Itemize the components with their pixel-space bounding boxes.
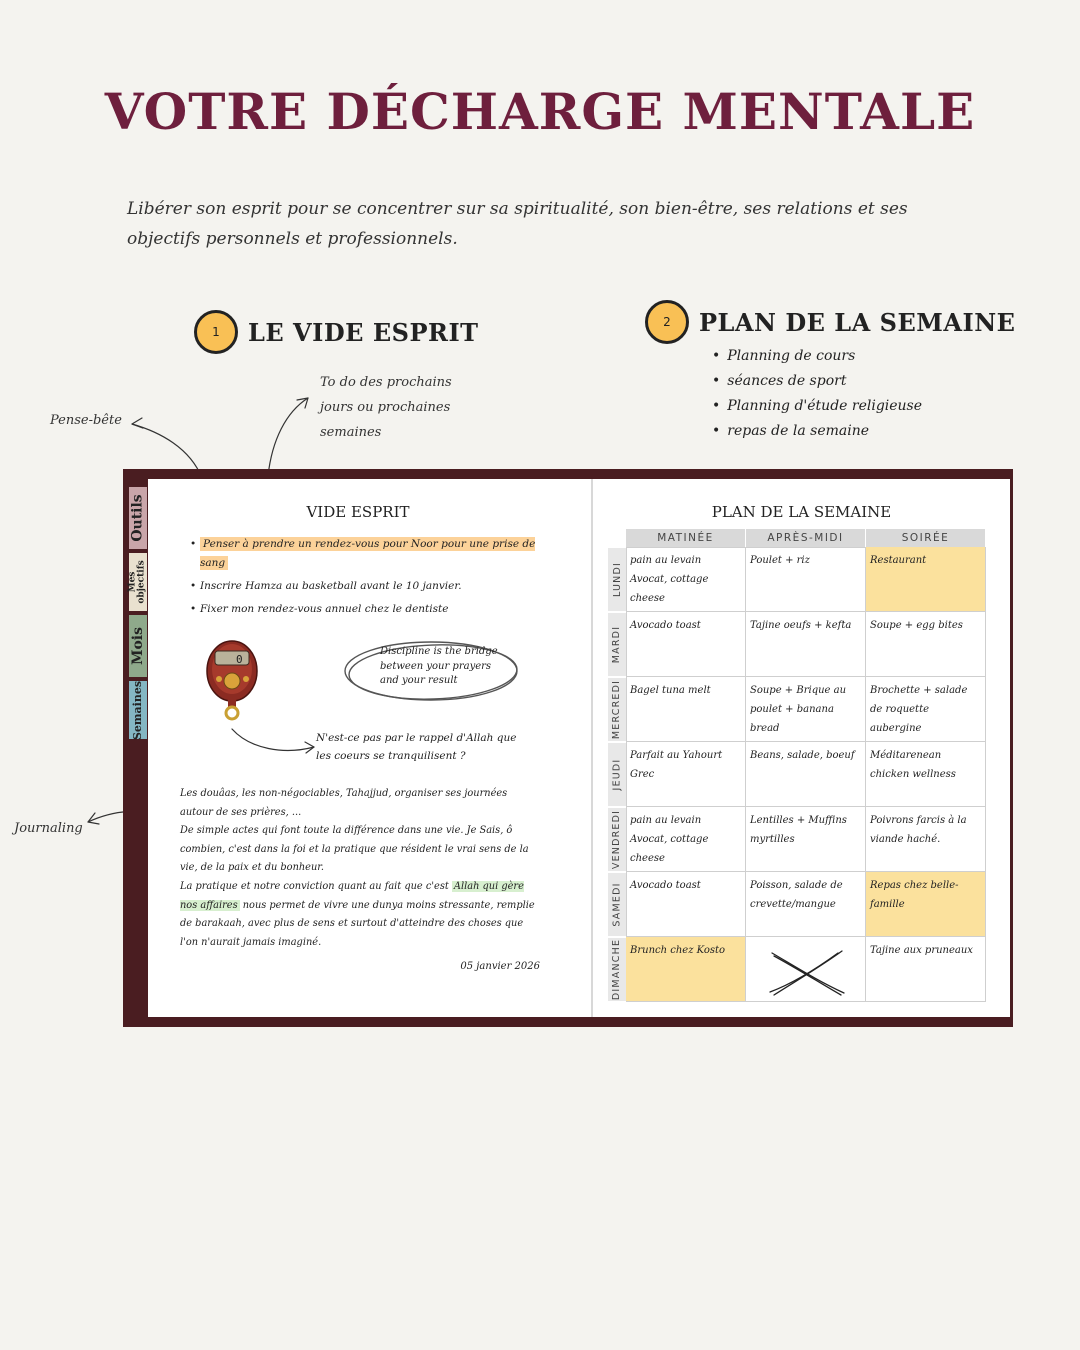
journal-date: 05 janvier 2026 bbox=[460, 961, 540, 972]
day-label: MERCREDI bbox=[608, 678, 626, 741]
arrow-todo bbox=[268, 398, 308, 476]
column-header: APRÈS-MIDI bbox=[746, 529, 865, 547]
todo-item: • Inscrire Hamza au basketball avant le 10 janvier. bbox=[190, 577, 540, 596]
planner-cell[interactable]: Parfait au Yahourt Grec bbox=[626, 742, 746, 807]
planner-cell[interactable]: Tajine aux pruneaux bbox=[866, 937, 986, 1002]
planner-cell[interactable]: Méditarenean chicken wellness bbox=[866, 742, 986, 807]
step-title: PLAN DE LA SEMAINE bbox=[699, 307, 1016, 337]
right-page-heading: PLAN DE LA SEMAINE bbox=[711, 503, 892, 521]
tab-outils[interactable]: Outils bbox=[129, 487, 147, 549]
page-title: VOTRE DÉCHARGE MENTALE bbox=[104, 82, 976, 141]
todo-item: • Fixer mon rendez-vous annuel chez le dentiste bbox=[190, 600, 540, 619]
tasbih-counter-icon bbox=[204, 639, 260, 723]
journal-entry bbox=[180, 785, 542, 952]
step-number-badge: 2 bbox=[645, 300, 689, 344]
list-item: • Planning de cours bbox=[712, 344, 922, 369]
tab-mes-objectifs[interactable]: Mes objectifs bbox=[129, 553, 147, 611]
annotation-journaling: Journaling bbox=[14, 821, 83, 836]
step-plan-semaine bbox=[645, 300, 1015, 344]
day-label: SAMEDI bbox=[608, 873, 626, 936]
svg-text:0: 0 bbox=[236, 653, 243, 666]
column-header: SOIRÉE bbox=[866, 529, 985, 547]
bubble-quote: Discipline is the bridge between your prayers and your result bbox=[380, 646, 498, 686]
planner-cell[interactable]: Avocado toast bbox=[626, 612, 746, 677]
annotation-todo: To do des prochains jours ou prochaines semaines bbox=[320, 375, 452, 440]
planner-cell[interactable]: pain au levain Avocat, cottage cheese bbox=[626, 547, 746, 612]
planner-book bbox=[123, 469, 1013, 1027]
planner-cell[interactable]: Soupe + egg bites bbox=[866, 612, 986, 677]
page-spine bbox=[591, 479, 593, 1017]
day-label: MARDI bbox=[608, 613, 626, 676]
quran-quote: N'est-ce pas par le rappel d'Allah que les coeurs se tranquilisent ? bbox=[316, 732, 517, 762]
list-item: • Planning d'étude religieuse bbox=[712, 394, 922, 419]
day-label: JEUDI bbox=[608, 743, 626, 806]
journal-paragraph: Les douâas, les non-négociables, Tahajjud, organiser ses journées autour de ses prières, ... bbox=[180, 788, 508, 818]
todo-list bbox=[190, 535, 540, 623]
planner-spread bbox=[148, 479, 1010, 1017]
planner-cell[interactable]: Soupe + Brique au poulet + banana bread bbox=[746, 677, 866, 742]
planner-cell[interactable]: Poulet + riz bbox=[746, 547, 866, 612]
page-subtitle: Libérer son esprit pour se concentrer sur sa spiritualité, son bien-être, ses relations et ses objectifs personnels et professionnels. bbox=[127, 199, 908, 249]
plan-feature-list bbox=[712, 344, 922, 444]
annotation-pense-bete: Pense-bête bbox=[50, 413, 122, 428]
planner-cell[interactable]: Bagel tuna melt bbox=[626, 677, 746, 742]
planner-cell[interactable]: Restaurant bbox=[866, 547, 986, 612]
journal-paragraph: La pratique et notre conviction quant au fait que c'est Allah qui gère nos affaires nous permet de vivre une dunya moins stressante, remplie de barakaah, avec plus de sens et surtout d'atteindre des choses que l'on n'aurait jamais imaginé. bbox=[180, 880, 535, 948]
todo-item: • Penser à prendre un rendez-vous pour Noor pour une prise de sang bbox=[190, 535, 540, 573]
left-page-heading: VIDE ESPRIT bbox=[306, 503, 410, 521]
tab-mois[interactable]: Mois bbox=[129, 615, 147, 677]
planner-cell[interactable]: Beans, salade, boeuf bbox=[746, 742, 866, 807]
planner-cell[interactable]: Tajine oeufs + kefta bbox=[746, 612, 866, 677]
planner-cell[interactable]: Brochette + salade de roquette aubergine bbox=[866, 677, 986, 742]
list-item: • repas de la semaine bbox=[712, 419, 922, 444]
step-vide-esprit bbox=[194, 310, 479, 354]
planner-cell[interactable]: Repas chez belle-famille bbox=[866, 872, 986, 937]
planner-cell[interactable]: Avocado toast bbox=[626, 872, 746, 937]
tab-semaines[interactable]: Semaines bbox=[129, 681, 147, 739]
column-header: MATINÉE bbox=[626, 529, 745, 547]
planner-cell[interactable]: Lentilles + Muffins myrtilles bbox=[746, 807, 866, 872]
planner-cell[interactable]: Poivrons farcis à la viande haché. bbox=[866, 807, 986, 872]
crossed-out-mark bbox=[746, 937, 866, 1002]
step-number-badge: 1 bbox=[194, 310, 238, 354]
journal-paragraph: De simple actes qui font toute la différence dans une vie. Je Sais, ô combien, c'est dans la foi et la pratique que résident le vrai sens de la vie, de la paix et du bonheur. bbox=[180, 825, 529, 874]
day-label: DIMANCHE bbox=[608, 938, 626, 1001]
planner-cell[interactable]: Poisson, salade de crevette/mangue bbox=[746, 872, 866, 937]
step-title: LE VIDE ESPRIT bbox=[248, 317, 479, 347]
planner-cell[interactable]: pain au levain Avocat, cottage cheese bbox=[626, 807, 746, 872]
planner-cell[interactable]: Brunch chez Kosto bbox=[626, 937, 746, 1002]
day-label: VENDREDI bbox=[608, 808, 626, 871]
list-item: • séances de sport bbox=[712, 369, 922, 394]
day-label: LUNDI bbox=[608, 548, 626, 611]
